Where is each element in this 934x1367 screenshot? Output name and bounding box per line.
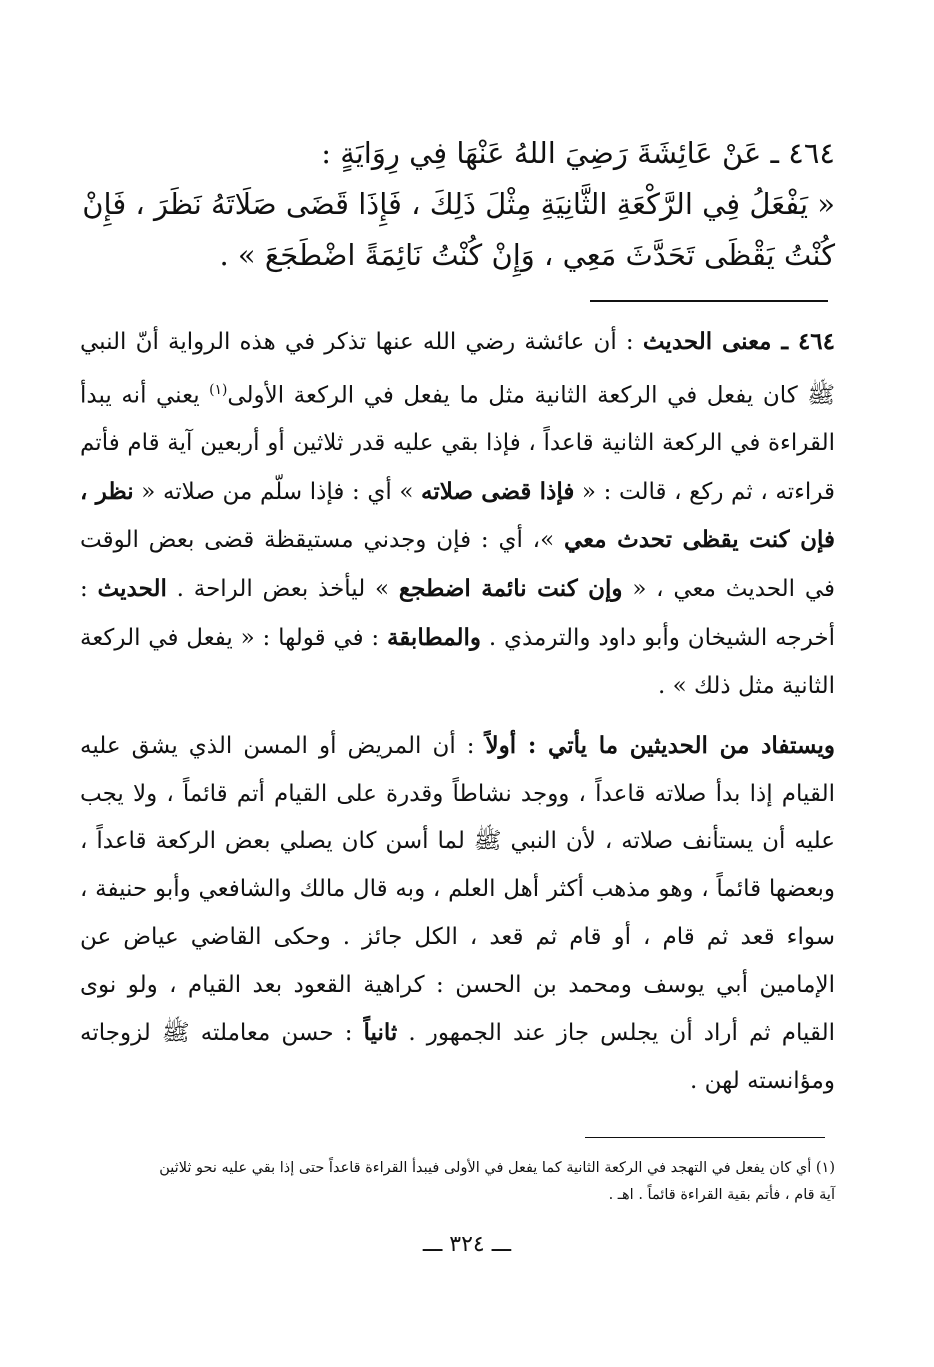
meaning-label-correspondence: والمطابقة [386,623,482,651]
page-number: ـــ ٣٢٤ ـــ [422,1232,512,1257]
hadith-line-2: كُنْتُ يَقْظَى تَحَدَّثَ مَعِي ، وَإِنْ كُنْتُ نَائِمَةً اضْطَجَعَ » . [219,238,835,272]
meaning-text-2: يعني أنه يبدأ القراءة في الركعة الثانية قاعداً ، فإذا بقي عليه قدر ثلاثين أو أربعين آية قام فأتم قراءته ، ثم ركع ، قالت : « [80,382,836,505]
meaning-quote-1: فإذا قضى صلاته [421,477,575,505]
hadith-text [80,128,835,281]
lessons-second-label: ثانياً [363,1019,398,1047]
lessons-heading: ويستفاد من الحديثين ما يأتي : أولاً [485,732,836,759]
meaning-text-4: »، أي : فإن وجدني مستيقظة قضى بعض الوقت في الحديث معي ، « [80,527,836,603]
footnote-divider [585,1137,825,1138]
section-divider [590,300,828,302]
footnote-reference: (١) [209,381,228,398]
footnote [80,1155,835,1209]
meaning-text-5: » ليأخذ بعض الراحة . [166,576,399,603]
footnote-line-2: آية قام ، فأتم بقية القراءة قائماً . اهـ . [608,1187,835,1203]
meaning-text-3: » أي : فإذا سلّم من صلاته « [133,478,421,505]
hadith-number-line: ٤٦٤ ـ عَنْ عَائِشَةَ رَضِيَ اللهُ عَنْهَا فِي رِوَايَةٍ : [321,136,835,170]
meaning-paragraph [80,318,835,710]
lessons-text-1: : أن المريض أو المسن الذي يشق عليه القيام إذا بدأ صلاته قاعداً ، ووجد نشاطاً وقدرة على القيام أتم قائماً ، ولا يجب عليه أن يستأنف صلاته ، لأن النبي ﷺ لما أسن كان يصلي بعض الركعة قاعداً ، وبعضها قائماً ، وهو مذهب أكثر أهل العلم ، وبه قال مالك والشافعي وأبو حنيفة ، سواء قعد ثم قام ، أو قام ثم قعد ، الكل جائز . وحكى القاضي عياض عن الإمامين أبي يوسف ومحمد بن الحسن : كراهية القعود بعد القيام ، ولو نوى القيام ثم أراد أن يجلس جاز عند الجمهور . [80,733,835,1047]
footnote-line-1: (١) أي كان يفعل في التهجد في الركعة الثانية كما يفعل في الأولى فيبدأ القراءة قاعداً حتى إذا بقي عليه نحو ثلاثين [159,1160,835,1176]
meaning-quote-3: وإن كنت نائمة اضطجع [398,575,623,603]
meaning-quote-2: نظر ، فإن كنت يقظى تحدث معي [80,477,836,554]
meaning-label: ٤٦٤ ـ معنى الحديث [642,328,835,355]
hadith-line-1: « يَفْعَلُ فِي الرَّكْعَةِ الثَّانِيَةِ مِثْلَ ذَلِكَ ، فَإِذَا قَضَى صَلَاتَهُ نَظَرَ ، فَإِنْ [82,187,835,221]
lessons-text-2: : حسن معاملته ﷺ لزوجاته ومؤانسته لهن . [80,1020,835,1094]
meaning-text-1: : أن عائشة رضي الله عنها تذكر في هذه الرواية أنّ النبي ﷺ كان يفعل في الركعة الثانية مثل ما يفعل في الركعة الأولى [80,329,836,409]
meaning-text-6: : أخرجه الشيخان وأبو داود والترمذي . [80,576,835,651]
meaning-text-7: : في قولها : « يفعل في الركعة الثانية مثل ذلك » . [80,624,835,699]
meaning-label-hadith: الحديث [97,575,167,603]
lessons-paragraph [80,722,835,1106]
